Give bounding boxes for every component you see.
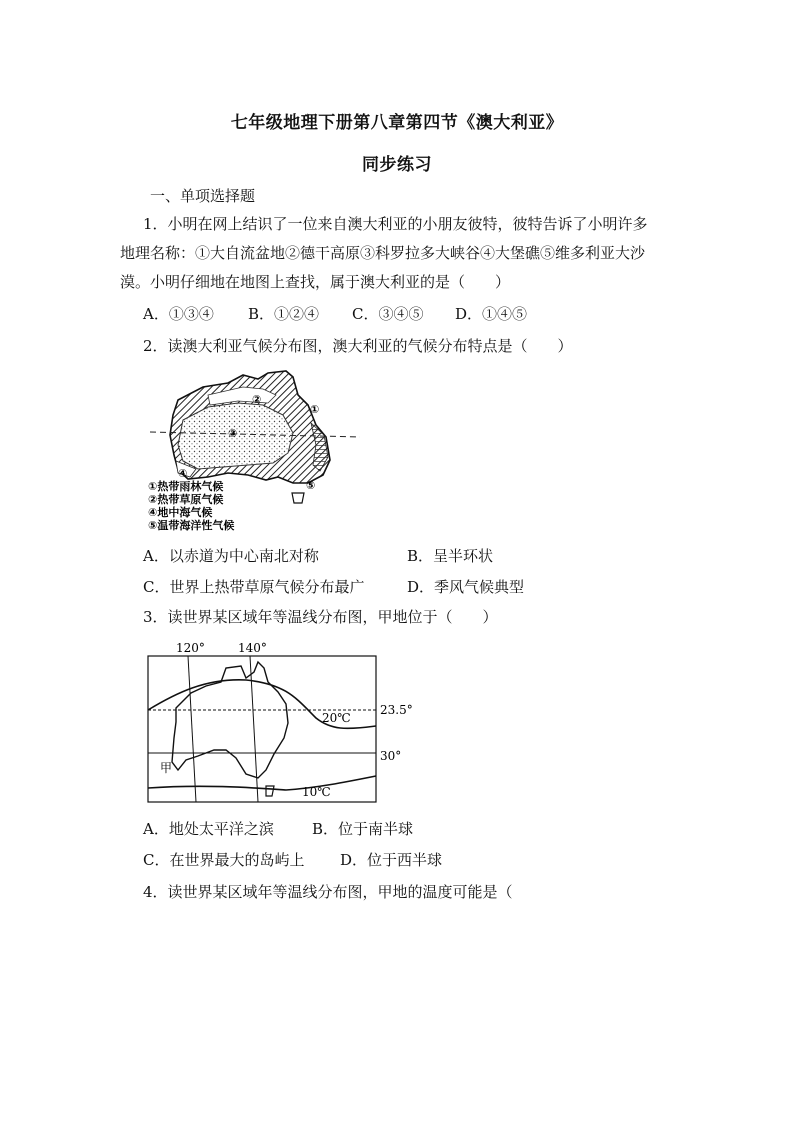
isotherm-label-20: 20℃ xyxy=(322,711,351,725)
q3-option-a: A．地处太平洋之滨 xyxy=(143,820,274,838)
q1-line2: 地理名称：①大自流盆地②德干高原③科罗拉多大峡谷④大堡礁⑤维多利亚大沙 xyxy=(120,244,646,262)
lon-label-120: 120° xyxy=(176,641,205,655)
lat-label-30: 30° xyxy=(380,749,402,763)
q3-option-d: D．位于西半球 xyxy=(340,851,443,869)
q3-option-c: C．在世界最大的岛屿上 xyxy=(143,851,305,869)
legend-item-1: ①热带雨林气候 xyxy=(148,480,224,493)
lat-label-23-5: 23.5° xyxy=(380,703,413,717)
legend-item-3: ④地中海气候 xyxy=(148,506,213,519)
section-heading: 一、单项选择题 xyxy=(150,187,256,205)
marker-4: ④ xyxy=(178,467,188,480)
q1-option-c: C．③④⑤ xyxy=(352,305,424,323)
q3-option-b: B．位于南半球 xyxy=(312,820,414,838)
q1-option-b: B．①②④ xyxy=(248,305,320,323)
isotherm-label-10: 10℃ xyxy=(302,785,331,799)
marker-3: ③ xyxy=(228,427,238,440)
isotherm-map xyxy=(146,638,416,808)
page-title: 七年级地理下册第八章第四节《澳大利亚》 xyxy=(230,113,564,133)
marker-2: ② xyxy=(252,393,262,406)
q1-option-d: D．①④⑤ xyxy=(455,305,528,323)
page-subtitle: 同步练习 xyxy=(362,155,432,175)
q1-line1: 1．小明在网上结识了一位来自澳大利亚的小朋友彼特，彼特告诉了小明许多 xyxy=(143,215,648,233)
lon-label-140: 140° xyxy=(238,641,267,655)
place-label-jia: 甲 xyxy=(160,761,173,775)
q2-option-a: A．以赤道为中心南北对称 xyxy=(143,547,319,565)
q2-option-b: B．呈半环状 xyxy=(407,547,494,565)
q1-option-a: A．①③④ xyxy=(143,305,214,323)
q1-line3: 漠。小明仔细地在地图上查找，属于澳大利亚的是（ ） xyxy=(120,273,511,291)
q3-stem: 3．读世界某区域年等温线分布图，甲地位于（ ） xyxy=(143,608,498,626)
tasmania xyxy=(292,493,304,503)
marker-5: ⑤ xyxy=(306,479,316,492)
q2-option-c: C．世界上热带草原气候分布最广 xyxy=(143,578,365,596)
legend-item-2: ②热带草原气候 xyxy=(148,493,224,506)
q2-stem: 2．读澳大利亚气候分布图，澳大利亚的气候分布特点是（ ） xyxy=(143,337,573,355)
legend-item-4: ⑤温带海洋性气候 xyxy=(148,519,235,532)
q2-option-d: D．季风气候典型 xyxy=(407,578,525,596)
marker-1: ① xyxy=(310,403,320,416)
australia-climate-map xyxy=(148,365,368,535)
q4-stem: 4．读世界某区域年等温线分布图，甲地的温度可能是（ xyxy=(143,883,513,901)
